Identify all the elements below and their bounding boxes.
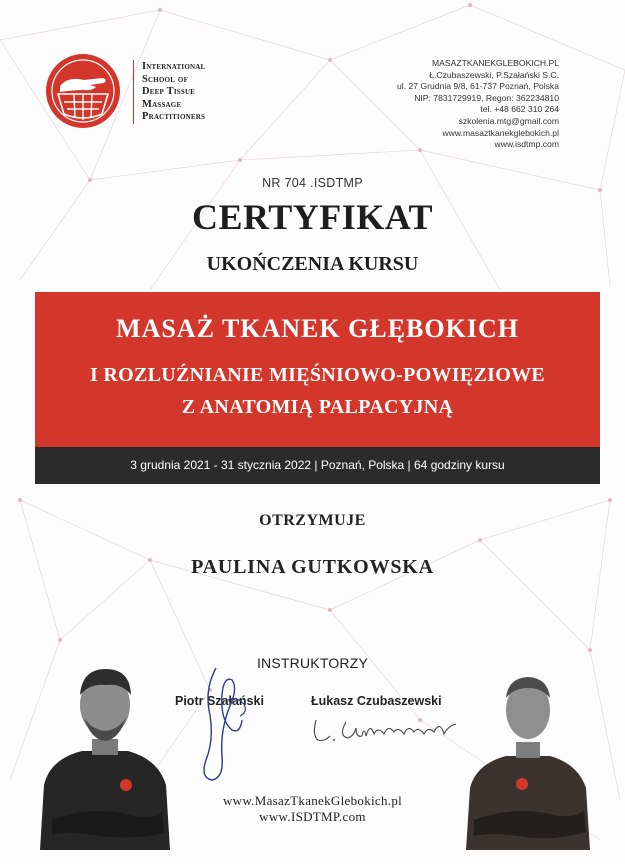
logo-line: School of <box>142 73 189 85</box>
course-details: 3 grudnia 2021 - 31 stycznia 2022 | Poznań, Polska | 64 godziny kursu <box>130 458 505 472</box>
receives-label: OTRZYMUJE <box>259 512 366 529</box>
instructors-label: INSTRUKTORZY <box>256 655 369 671</box>
logo-line: International <box>142 61 206 72</box>
certificate-number: NR 704 .ISDTMP <box>262 176 363 190</box>
logo-line: Massage <box>142 98 182 110</box>
instructor-name: Łukasz Czubaszewski <box>311 694 442 708</box>
course-title-line-2: I ROZLUŹNIANIE MIĘŚNIOWO-POWIĘZIOWE <box>89 364 546 386</box>
course-title-line-1: MASAŻ TKANEK GŁĘBOKICH <box>116 314 519 343</box>
logo-line: Deep Tissue <box>142 86 196 97</box>
contact-line: szkolenia.mtg@gmail.com <box>458 115 559 126</box>
certificate-subtitle: UKOŃCZENIA KURSU <box>206 253 419 275</box>
signature-left <box>192 660 262 790</box>
certificate-title: CERTYFIKAT <box>191 197 434 237</box>
contact-line: ul. 27 Grudnia 9/8, 61-737 Poznań, Polska <box>397 81 559 92</box>
recipient-name: PAULINA GUTKOWSKA <box>191 556 434 578</box>
footer-website-2: www.ISDTMP.com <box>259 809 366 824</box>
course-title-line-3: Z ANATOMIĄ PALPACYJNĄ <box>181 396 454 418</box>
hand-globe-logo-icon <box>44 52 122 130</box>
signature-right <box>308 712 468 750</box>
instructor-name: Piotr Szałański <box>175 694 264 708</box>
contact-line: MASAZTKANEKGLEBOKICH.PL <box>431 58 559 68</box>
contact-line: NIP: 7831729919, Regon: 362234810 <box>414 92 559 103</box>
contact-line: Ł.Czubaszewski, P.Szałański S.C. <box>429 69 559 80</box>
logo-divider <box>133 60 134 124</box>
contact-line: www.masaztkanekglebokich.pl <box>442 127 559 138</box>
footer-website-1: www.MasazTkanekGlebokich.pl <box>222 793 403 808</box>
contact-block <box>397 58 559 151</box>
logo-school-name <box>142 61 262 124</box>
logo-line: Practitioners <box>142 111 206 122</box>
contact-line: tel. +48 662 310 264 <box>480 104 559 115</box>
contact-line: www.isdtmp.com <box>494 139 559 150</box>
